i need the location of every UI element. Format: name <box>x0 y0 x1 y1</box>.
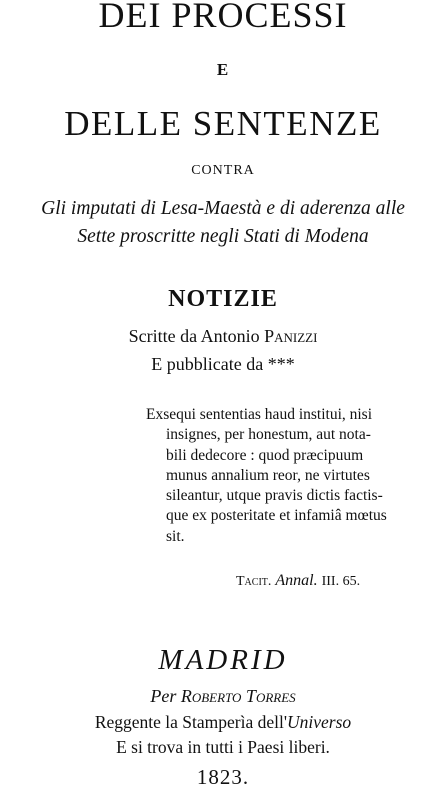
printer-prefix: Per <box>150 686 177 706</box>
regent-name: Universo <box>287 712 352 732</box>
author-surname: Panizzi <box>264 326 318 346</box>
contra-label: CONTRA <box>191 163 255 178</box>
epigraph-line: Exsequi sententias haud institui, nisi <box>146 406 373 423</box>
notizie-heading: NOTIZIE <box>168 286 278 312</box>
epigraph <box>146 405 436 547</box>
citation-ref: III. 65. <box>321 574 361 589</box>
citation-work: Annal. <box>275 572 318 589</box>
epigraph-citation <box>236 572 360 590</box>
epigraph-line: bili dedecore : quod præcipuum <box>166 446 364 464</box>
title-line-1: DEI PROCESSI <box>98 0 348 35</box>
author-prefix: Scritte da Antonio <box>128 326 260 346</box>
imprint-regent <box>0 712 446 733</box>
subtitle-line-2: Sette proscritte negli Stati di Modena <box>77 226 369 247</box>
imprint-printer <box>0 686 446 707</box>
imprint-sold: E si trova in tutti i Paesi liberi. <box>116 737 330 757</box>
regent-prefix: Reggente la Stamperìa dell' <box>94 712 288 732</box>
imprint-place: MADRID <box>158 644 288 676</box>
epigraph-line: munus annalium reor, ne virtutes <box>166 466 370 484</box>
epigraph-line: que ex posteritate et infamiâ mœtus <box>166 507 387 525</box>
epigraph-line: sit. <box>166 527 185 545</box>
title-line-2: DELLE SENTENZE <box>64 104 382 143</box>
imprint-year: 1823. <box>196 765 250 789</box>
author-line <box>0 326 446 347</box>
subtitle-line-1: Gli imputati di Lesa-Maestà e di aderenza alle <box>41 198 405 219</box>
epigraph-line: sileantur, utque pravis dictis factis- <box>166 487 383 505</box>
epigraph-line: insignes, per honestum, aut nota- <box>166 426 371 444</box>
citation-author: Tacit. <box>236 574 272 589</box>
printer-name: Roberto Torres <box>180 686 296 706</box>
publisher-line: E pubblicate da *** <box>151 354 295 374</box>
title-conjunction: E <box>216 60 230 79</box>
